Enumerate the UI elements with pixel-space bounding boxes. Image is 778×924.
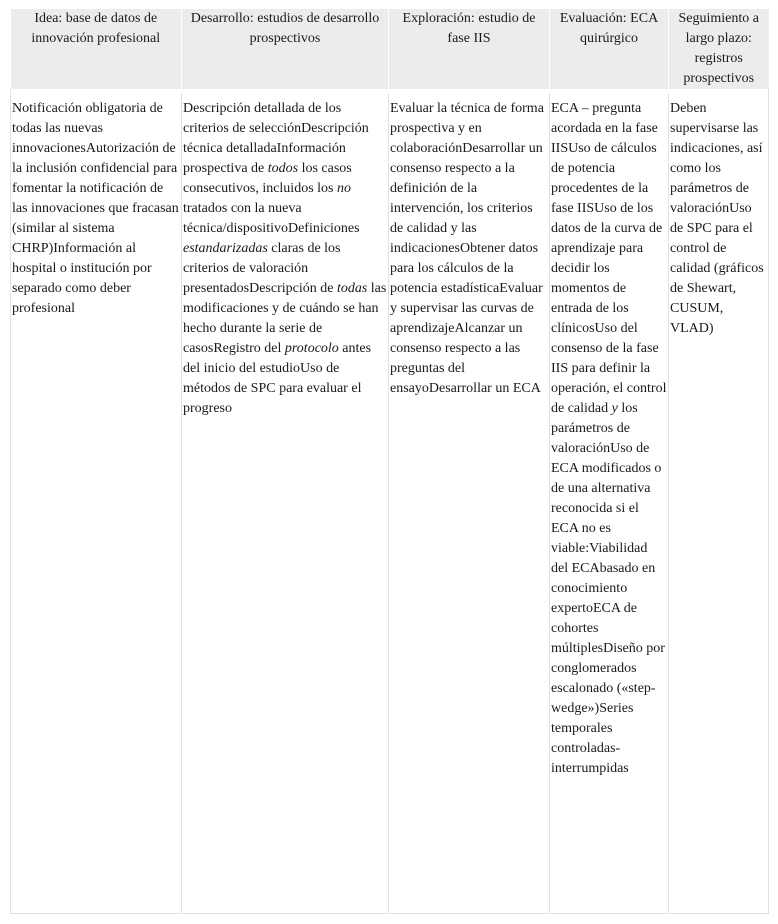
header-idea: Idea: base de datos de innovación profesional: [11, 9, 182, 89]
cell-idea: [11, 93, 182, 914]
cell-exploration: [389, 93, 550, 914]
emphasized-text: estandarizadas: [183, 241, 268, 256]
cell-text: Descripción detallada de los criterios de selecciónDescripción técnica detalladaInformación prospectiva de: [183, 101, 369, 176]
cell-text: ECA – pregunta acordada en la fase IISUso de cálculos de potencia procedentes de la fase IISUso de los datos de la curva de aprendizaje para decidir los momentos de entrada de los clínicosUso del consenso de la fase IIS para definir la operación, el control de calidad: [551, 101, 667, 416]
cell-text: Evaluar la técnica de forma prospectiva y en colaboraciónDesarrollar un consenso respecto a la definición de la intervención, los criterios de calidad y las indicacionesObtener datos para los cálculos de la potencia estadísticaEvaluar y supervisar las curvas de aprendizajeAlcanzar un consenso respecto a las preguntas del ensayoDesarrollar un ECA: [390, 101, 544, 396]
header-row: [11, 9, 769, 89]
innovation-stages-table-container: [10, 9, 768, 914]
table-header: [11, 9, 769, 89]
cell-assessment: [550, 93, 669, 914]
header-assessment: Evaluación: ECA quirúrgico: [550, 9, 669, 89]
header-exploration: Exploración: estudio de fase IIS: [389, 9, 550, 89]
emphasized-text: todos: [267, 161, 299, 176]
emphasized-text: todas: [336, 281, 368, 296]
cell-text: Notificación obligatoria de todas las nuevas innovacionesAutorización de la inclusión confidencial para fomentar la notificación de las innovaciones que fracasan (similar al sistema CHRP)Información al hospital o institución por separado como deber profesional: [12, 101, 179, 316]
cell-text: tratados con la nueva técnica/dispositivoDefiniciones: [183, 201, 360, 236]
emphasized-text: no: [337, 181, 351, 196]
table-row: [11, 93, 769, 914]
header-long-term: Seguimiento a largo plazo: registros prospectivos: [669, 9, 769, 89]
emphasized-text: protocolo: [284, 341, 339, 356]
cell-text: las modificaciones y de cuándo se han hecho durante la serie de casosRegistro del: [183, 281, 387, 356]
header-development: Desarrollo: estudios de desarrollo prospectivos: [182, 9, 389, 89]
cell-text: los casos consecutivos, incluidos los: [183, 161, 352, 196]
innovation-stages-table: [10, 9, 769, 914]
cell-text: Deben supervisarse las indicaciones, así como los parámetros de valoraciónUso de SPC para el control de calidad (gráficos de Shewart, CUSUM, VLAD): [670, 101, 764, 336]
cell-text: antes del inicio del estudioUso de métodos de SPC para evaluar el progreso: [183, 341, 372, 416]
emphasized-text: y: [611, 401, 618, 416]
cell-development: [182, 93, 389, 914]
cell-text: los parámetros de valoraciónUso de ECA modificados o de una alternativa reconocida si el ECA no es viable:Viabilidad del ECAbasado en conocimiento expertoECA de cohortes múltiplesDiseño por conglomerados escalonado («step-wedge»)Series temporales controladas-interrumpidas: [551, 401, 665, 776]
table-body: [11, 89, 769, 914]
cell-long-term: [669, 93, 769, 914]
cell-text: claras de los criterios de valoración presentadosDescripción de: [183, 241, 341, 296]
